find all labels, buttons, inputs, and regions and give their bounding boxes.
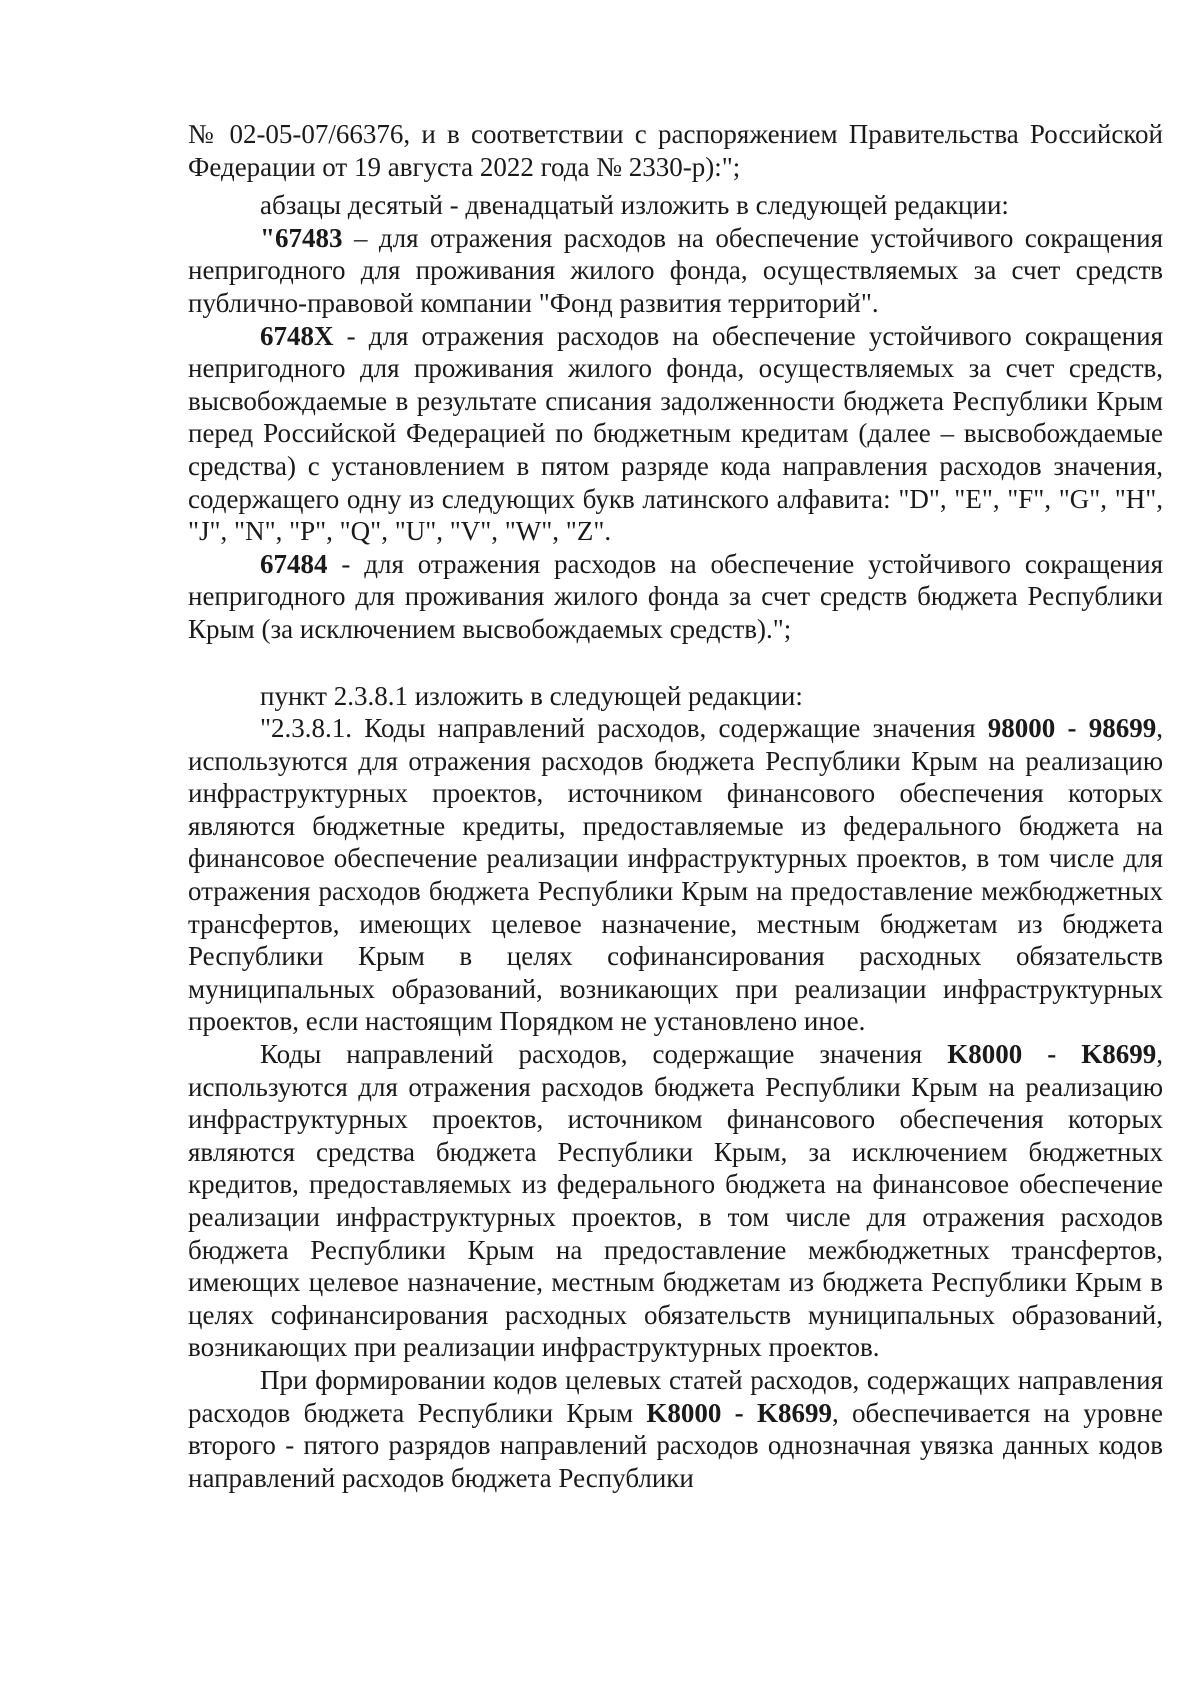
paragraph-8 [188,1038,1163,1364]
paragraph-2 [188,189,1163,222]
paragraph-9-text-a: При формировании кодов целевых статей расходов, содержащих направления расходов бюджета Республики Крым [188,1364,1163,1428]
paragraph-4-text: - для отражения расходов на обеспечение устойчивого сокращения непригодного для проживания жилого фонда, осуществляемых за счет средств, высвобождаемые в результате списания задолженности бюджета Республики Крым перед Российской Федерацией по бюджетным кредитам (далее – высвобождаемые средства) с установлением в пятом разряде кода направления расходов значения, содержащего одну из следующих букв латинского алфавита: "D", "E", "F", "G", "H", "J", "N", "P", "Q", "U", "V", "W", "Z". [188,320,1163,547]
code-67484: 67484 [260,548,328,579]
paragraph-5 [188,548,1163,646]
paragraph-8-text-a: Коды направлений расходов, содержащие значения [260,1039,948,1070]
paragraph-9 [188,1364,1163,1494]
paragraph-7-text-b: , используются для отражения расходов бюджета Республики Крым на реализацию инфраструктурных проектов, источником финансового обеспечения которых являются бюджетные кредиты, предоставляемые из федерального бюджета на финансовое обеспечение реализации инфраструктурных проектов, в том числе для отражения расходов бюджета Республики Крым на предоставление межбюджетных трансфертов, имеющих целевое назначение, местным бюджетам из бюджета Республики Крым в целях софинансирования расходных обязательств муниципальных образований, возникающих при реализации инфраструктурных проектов, если настоящим Порядком не установлено иное. [188,713,1163,1037]
code-range-k8000-k8699-second: K8000 - K8699 [646,1397,832,1428]
code-67483: "67483 [260,222,343,253]
paragraph-7-text-a: "2.3.8.1. Коды направлений расходов, содержащие значения [260,713,988,744]
paragraph-7 [188,712,1163,1038]
paragraph-6-text: пункт 2.3.8.1 изложить в следующей редакции: [260,680,803,711]
paragraph-9-text-b: , обеспечивается на уровне второго - пятого разрядов направлений расходов однозначная увязка данных кодов направлений расходов бюджета Республики [188,1397,1163,1493]
paragraph-3 [188,222,1163,320]
paragraph-2-text: абзацы десятый - двенадцатый изложить в следующей редакции: [260,190,1009,221]
paragraph-8-text-b: , используются для отражения расходов бюджета Республики Крым на реализацию инфраструктурных проектов, источником финансового обеспечения которых являются средства бюджета Республики Крым, за исключением бюджетных кредитов, предоставляемых из федерального бюджета на финансовое обеспечение реализации инфраструктурных проектов, в том числе для отражения расходов бюджета Республики Крым на предоставление межбюджетных трансфертов, имеющих целевое назначение, местным бюджетам из бюджета Республики Крым в целях софинансирования расходных обязательств муниципальных образований, возникающих при реализации инфраструктурных проектов. [188,1039,1164,1363]
paragraph-6 [188,680,1163,713]
paragraph-5-text: - для отражения расходов на обеспечение устойчивого сокращения непригодного для проживания жилого фонда за счет средств бюджета Республики Крым (за исключением высвобождаемых средств)."; [188,548,1163,644]
code-6748x: 6748X [260,320,334,351]
paragraph-1-text: № 02-05-07/66376, и в соответствии с распоряжением Правительства Российской Федерации от 19 августа 2022 года № 2330-р):"; [188,119,1163,182]
document-body [188,118,1163,1494]
paragraph-4 [188,320,1163,548]
paragraph-3-text: – для отражения расходов на обеспечение устойчивого сокращения непригодного для проживания жилого фонда, осуществляемых за счет средств публично-правовой компании "Фонд развития территорий". [188,222,1163,318]
paragraph-1 [188,118,1163,183]
code-range-98000-98699: 98000 - 98699 [987,713,1157,744]
code-range-k8000-k8699: K8000 - K8699 [947,1039,1157,1070]
